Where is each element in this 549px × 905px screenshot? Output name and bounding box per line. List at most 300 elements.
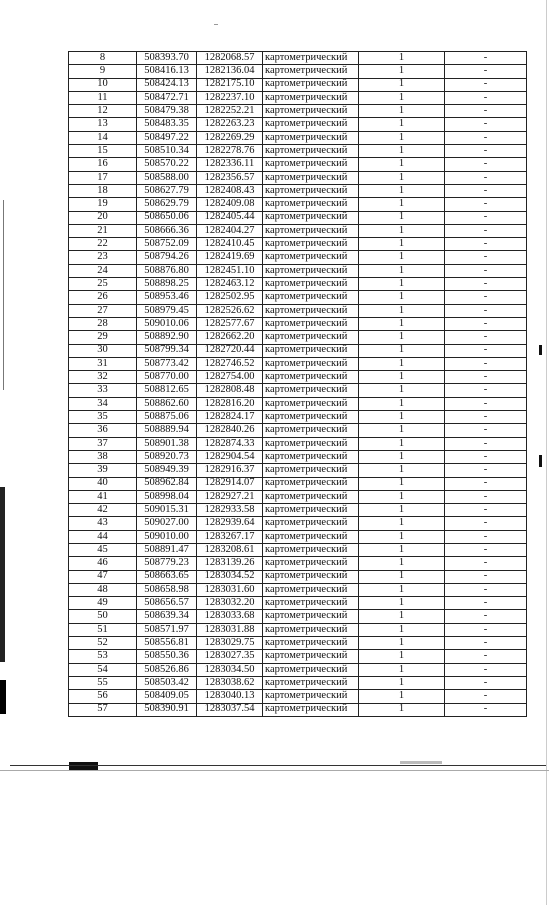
method-cell: картометрический [263, 610, 359, 623]
description-cell: - [445, 291, 527, 304]
point-number-cell: 26 [69, 291, 137, 304]
coord-y-cell: 1282662.20 [197, 331, 263, 344]
description-cell: - [445, 317, 527, 330]
point-number-cell: 45 [69, 543, 137, 556]
coord-y-cell: 1282720.44 [197, 344, 263, 357]
coord-x-cell: 508409.05 [137, 690, 197, 703]
coord-y-cell: 1282939.64 [197, 517, 263, 530]
coordinates-table-body [69, 52, 527, 717]
description-cell: - [445, 158, 527, 171]
coord-y-cell: 1282451.10 [197, 264, 263, 277]
page-bottom-rule [0, 770, 549, 771]
coord-y-cell: 1282840.26 [197, 424, 263, 437]
point-number-cell: 19 [69, 198, 137, 211]
table-row [69, 65, 527, 78]
point-number-cell: 29 [69, 331, 137, 344]
coord-y-cell: 1282577.67 [197, 317, 263, 330]
coord-x-cell: 508393.70 [137, 52, 197, 65]
table-row [69, 131, 527, 144]
table-row [69, 411, 527, 424]
description-cell: - [445, 184, 527, 197]
coord-x-cell: 508424.13 [137, 78, 197, 91]
method-cell: картометрический [263, 331, 359, 344]
description-cell: - [445, 637, 527, 650]
point-number-cell: 53 [69, 650, 137, 663]
table-row [69, 78, 527, 91]
coord-x-cell: 508799.34 [137, 344, 197, 357]
method-cell: картометрический [263, 637, 359, 650]
point-number-cell: 13 [69, 118, 137, 131]
table-row [69, 583, 527, 596]
method-cell: картометрический [263, 543, 359, 556]
method-cell: картометрический [263, 583, 359, 596]
accuracy-cell: 1 [359, 397, 445, 410]
table-row [69, 676, 527, 689]
coord-y-cell: 1282874.33 [197, 437, 263, 450]
coord-y-cell: 1282175.10 [197, 78, 263, 91]
coord-x-cell: 508510.34 [137, 145, 197, 158]
table-row [69, 450, 527, 463]
coord-x-cell: 508779.23 [137, 557, 197, 570]
method-cell: картометрический [263, 91, 359, 104]
table-row [69, 91, 527, 104]
description-cell: - [445, 238, 527, 251]
coord-x-cell: 508773.42 [137, 357, 197, 370]
accuracy-cell: 1 [359, 703, 445, 716]
accuracy-cell: 1 [359, 238, 445, 251]
coord-x-cell: 508953.46 [137, 291, 197, 304]
coord-y-cell: 1282914.07 [197, 477, 263, 490]
method-cell: картометрический [263, 623, 359, 636]
table-row [69, 437, 527, 450]
coord-x-cell: 508770.00 [137, 371, 197, 384]
description-cell: - [445, 251, 527, 264]
coord-x-cell: 508483.35 [137, 118, 197, 131]
description-cell: - [445, 530, 527, 543]
coord-x-cell: 508901.38 [137, 437, 197, 450]
coord-y-cell: 1282927.21 [197, 490, 263, 503]
accuracy-cell: 1 [359, 145, 445, 158]
coord-y-cell: 1282336.11 [197, 158, 263, 171]
description-cell: - [445, 278, 527, 291]
method-cell: картометрический [263, 437, 359, 450]
table-row [69, 52, 527, 65]
coord-y-cell: 1282808.48 [197, 384, 263, 397]
coord-x-cell: 508627.79 [137, 184, 197, 197]
method-cell: картометрический [263, 676, 359, 689]
coord-y-cell: 1282419.69 [197, 251, 263, 264]
description-cell: - [445, 543, 527, 556]
table-row [69, 424, 527, 437]
method-cell: картометрический [263, 504, 359, 517]
coord-x-cell: 508658.98 [137, 583, 197, 596]
accuracy-cell: 1 [359, 184, 445, 197]
table-row [69, 304, 527, 317]
coord-y-cell: 1282405.44 [197, 211, 263, 224]
method-cell: картометрический [263, 517, 359, 530]
coord-x-cell: 509015.31 [137, 504, 197, 517]
description-cell: - [445, 703, 527, 716]
coord-x-cell: 508862.60 [137, 397, 197, 410]
description-cell: - [445, 344, 527, 357]
accuracy-cell: 1 [359, 131, 445, 144]
point-number-cell: 15 [69, 145, 137, 158]
description-cell: - [445, 371, 527, 384]
coord-x-cell: 508503.42 [137, 676, 197, 689]
coord-y-cell: 1283208.61 [197, 543, 263, 556]
coord-y-cell: 1282824.17 [197, 411, 263, 424]
coord-x-cell: 508556.81 [137, 637, 197, 650]
coord-y-cell: 1282269.29 [197, 131, 263, 144]
method-cell: картометрический [263, 184, 359, 197]
point-number-cell: 36 [69, 424, 137, 437]
accuracy-cell: 1 [359, 158, 445, 171]
method-cell: картометрический [263, 490, 359, 503]
table-row [69, 477, 527, 490]
point-number-cell: 44 [69, 530, 137, 543]
table-row [69, 278, 527, 291]
coord-x-cell: 508650.06 [137, 211, 197, 224]
coord-x-cell: 508570.22 [137, 158, 197, 171]
method-cell: картометрический [263, 145, 359, 158]
coord-x-cell: 508571.97 [137, 623, 197, 636]
coord-x-cell: 508656.57 [137, 597, 197, 610]
description-cell: - [445, 65, 527, 78]
coord-x-cell: 509027.00 [137, 517, 197, 530]
description-cell: - [445, 118, 527, 131]
point-number-cell: 38 [69, 450, 137, 463]
coord-y-cell: 1282356.57 [197, 171, 263, 184]
point-number-cell: 34 [69, 397, 137, 410]
accuracy-cell: 1 [359, 504, 445, 517]
method-cell: картометрический [263, 690, 359, 703]
method-cell: картометрический [263, 703, 359, 716]
accuracy-cell: 1 [359, 464, 445, 477]
coord-x-cell: 508898.25 [137, 278, 197, 291]
description-cell: - [445, 91, 527, 104]
accuracy-cell: 1 [359, 331, 445, 344]
table-row [69, 357, 527, 370]
table-row [69, 317, 527, 330]
accuracy-cell: 1 [359, 623, 445, 636]
description-cell: - [445, 357, 527, 370]
point-number-cell: 24 [69, 264, 137, 277]
method-cell: картометрический [263, 344, 359, 357]
point-number-cell: 8 [69, 52, 137, 65]
description-cell: - [445, 663, 527, 676]
coord-y-cell: 1282237.10 [197, 91, 263, 104]
point-number-cell: 57 [69, 703, 137, 716]
coord-y-cell: 1282502.95 [197, 291, 263, 304]
point-number-cell: 48 [69, 583, 137, 596]
page-bottom-rule [10, 765, 546, 766]
accuracy-cell: 1 [359, 357, 445, 370]
point-number-cell: 46 [69, 557, 137, 570]
method-cell: картометрический [263, 424, 359, 437]
table-row [69, 171, 527, 184]
accuracy-cell: 1 [359, 477, 445, 490]
table-row [69, 623, 527, 636]
description-cell: - [445, 397, 527, 410]
method-cell: картометрический [263, 384, 359, 397]
method-cell: картометрический [263, 251, 359, 264]
description-cell: - [445, 304, 527, 317]
description-cell: - [445, 676, 527, 689]
table-row [69, 184, 527, 197]
accuracy-cell: 1 [359, 211, 445, 224]
point-number-cell: 21 [69, 224, 137, 237]
point-number-cell: 23 [69, 251, 137, 264]
table-row [69, 464, 527, 477]
description-cell: - [445, 171, 527, 184]
accuracy-cell: 1 [359, 597, 445, 610]
point-number-cell: 47 [69, 570, 137, 583]
method-cell: картометрический [263, 171, 359, 184]
point-number-cell: 31 [69, 357, 137, 370]
accuracy-cell: 1 [359, 384, 445, 397]
description-cell: - [445, 517, 527, 530]
method-cell: картометрический [263, 224, 359, 237]
point-number-cell: 56 [69, 690, 137, 703]
accuracy-cell: 1 [359, 437, 445, 450]
coord-x-cell: 508526.86 [137, 663, 197, 676]
method-cell: картометрический [263, 278, 359, 291]
method-cell: картометрический [263, 211, 359, 224]
method-cell: картометрический [263, 118, 359, 131]
method-cell: картометрический [263, 105, 359, 118]
table-row [69, 490, 527, 503]
accuracy-cell: 1 [359, 637, 445, 650]
method-cell: картометрический [263, 557, 359, 570]
coord-y-cell: 1282746.52 [197, 357, 263, 370]
table-row [69, 557, 527, 570]
point-number-cell: 32 [69, 371, 137, 384]
point-number-cell: 54 [69, 663, 137, 676]
table-row [69, 118, 527, 131]
coord-y-cell: 1283031.88 [197, 623, 263, 636]
accuracy-cell: 1 [359, 663, 445, 676]
method-cell: картометрический [263, 131, 359, 144]
description-cell: - [445, 384, 527, 397]
method-cell: картометрический [263, 357, 359, 370]
point-number-cell: 39 [69, 464, 137, 477]
description-cell: - [445, 224, 527, 237]
coord-x-cell: 508998.04 [137, 490, 197, 503]
coord-x-cell: 508892.90 [137, 331, 197, 344]
description-cell: - [445, 650, 527, 663]
point-number-cell: 43 [69, 517, 137, 530]
table-row [69, 703, 527, 716]
method-cell: картометрический [263, 65, 359, 78]
method-cell: картометрический [263, 198, 359, 211]
description-cell: - [445, 52, 527, 65]
method-cell: картометрический [263, 291, 359, 304]
coord-y-cell: 1282409.08 [197, 198, 263, 211]
accuracy-cell: 1 [359, 424, 445, 437]
accuracy-cell: 1 [359, 557, 445, 570]
description-cell: - [445, 131, 527, 144]
coord-y-cell: 1283027.35 [197, 650, 263, 663]
table-row [69, 145, 527, 158]
point-number-cell: 18 [69, 184, 137, 197]
table-row [69, 198, 527, 211]
description-cell: - [445, 211, 527, 224]
table-row [69, 251, 527, 264]
table-row [69, 650, 527, 663]
scan-artifact [69, 762, 98, 770]
table-row [69, 570, 527, 583]
coord-y-cell: 1282463.12 [197, 278, 263, 291]
description-cell: - [445, 450, 527, 463]
coord-x-cell: 508891.47 [137, 543, 197, 556]
point-number-cell: 51 [69, 623, 137, 636]
table-row [69, 597, 527, 610]
coord-x-cell: 508479.38 [137, 105, 197, 118]
coord-x-cell: 508497.22 [137, 131, 197, 144]
description-cell: - [445, 490, 527, 503]
coord-y-cell: 1283032.20 [197, 597, 263, 610]
coord-y-cell: 1282252.21 [197, 105, 263, 118]
point-number-cell: 37 [69, 437, 137, 450]
table-row [69, 530, 527, 543]
coord-y-cell: 1282136.04 [197, 65, 263, 78]
coord-x-cell: 508794.26 [137, 251, 197, 264]
accuracy-cell: 1 [359, 317, 445, 330]
coord-y-cell: 1282904.54 [197, 450, 263, 463]
description-cell: - [445, 424, 527, 437]
accuracy-cell: 1 [359, 224, 445, 237]
coord-x-cell: 508472.71 [137, 91, 197, 104]
coord-y-cell: 1282404.27 [197, 224, 263, 237]
table-row [69, 504, 527, 517]
coord-x-cell: 509010.00 [137, 530, 197, 543]
description-cell: - [445, 570, 527, 583]
method-cell: картометрический [263, 450, 359, 463]
coord-y-cell: 1283033.68 [197, 610, 263, 623]
coord-y-cell: 1283038.62 [197, 676, 263, 689]
point-number-cell: 52 [69, 637, 137, 650]
accuracy-cell: 1 [359, 371, 445, 384]
coord-x-cell: 508666.36 [137, 224, 197, 237]
point-number-cell: 12 [69, 105, 137, 118]
point-number-cell: 10 [69, 78, 137, 91]
coord-x-cell: 508639.34 [137, 610, 197, 623]
description-cell: - [445, 411, 527, 424]
coord-y-cell: 1283267.17 [197, 530, 263, 543]
scan-mark-right [539, 345, 542, 355]
method-cell: картометрический [263, 317, 359, 330]
description-cell: - [445, 464, 527, 477]
point-number-cell: 28 [69, 317, 137, 330]
accuracy-cell: 1 [359, 490, 445, 503]
accuracy-cell: 1 [359, 291, 445, 304]
description-cell: - [445, 198, 527, 211]
accuracy-cell: 1 [359, 198, 445, 211]
method-cell: картометрический [263, 530, 359, 543]
point-number-cell: 9 [69, 65, 137, 78]
table-row [69, 224, 527, 237]
description-cell: - [445, 331, 527, 344]
point-number-cell: 40 [69, 477, 137, 490]
method-cell: картометрический [263, 464, 359, 477]
point-number-cell: 55 [69, 676, 137, 689]
coord-y-cell: 1282754.00 [197, 371, 263, 384]
coord-x-cell: 508962.84 [137, 477, 197, 490]
method-cell: картометрический [263, 570, 359, 583]
coord-y-cell: 1282816.20 [197, 397, 263, 410]
method-cell: картометрический [263, 264, 359, 277]
method-cell: картометрический [263, 78, 359, 91]
point-number-cell: 41 [69, 490, 137, 503]
accuracy-cell: 1 [359, 78, 445, 91]
coord-y-cell: 1282526.62 [197, 304, 263, 317]
method-cell: картометрический [263, 663, 359, 676]
point-number-cell: 33 [69, 384, 137, 397]
accuracy-cell: 1 [359, 690, 445, 703]
coord-y-cell: 1283040.13 [197, 690, 263, 703]
description-cell: - [445, 610, 527, 623]
accuracy-cell: 1 [359, 264, 445, 277]
description-cell: - [445, 78, 527, 91]
accuracy-cell: 1 [359, 411, 445, 424]
table-row [69, 690, 527, 703]
method-cell: картометрический [263, 397, 359, 410]
point-number-cell: 22 [69, 238, 137, 251]
method-cell: картометрический [263, 52, 359, 65]
description-cell: - [445, 145, 527, 158]
accuracy-cell: 1 [359, 450, 445, 463]
table-row [69, 331, 527, 344]
coord-x-cell: 508979.45 [137, 304, 197, 317]
accuracy-cell: 1 [359, 517, 445, 530]
point-number-cell: 14 [69, 131, 137, 144]
scan-edge-block [0, 680, 6, 714]
table-row [69, 663, 527, 676]
coord-y-cell: 1283037.54 [197, 703, 263, 716]
scan-edge-bar [0, 487, 5, 662]
description-cell: - [445, 597, 527, 610]
coord-y-cell: 1282916.37 [197, 464, 263, 477]
coord-x-cell: 508416.13 [137, 65, 197, 78]
coord-y-cell: 1283029.75 [197, 637, 263, 650]
coord-x-cell: 508889.94 [137, 424, 197, 437]
coord-y-cell: 1282410.45 [197, 238, 263, 251]
point-number-cell: 50 [69, 610, 137, 623]
coord-x-cell: 508550.36 [137, 650, 197, 663]
coord-x-cell: 508949.39 [137, 464, 197, 477]
accuracy-cell: 1 [359, 570, 445, 583]
coord-x-cell: 508876.80 [137, 264, 197, 277]
table-row [69, 105, 527, 118]
description-cell: - [445, 557, 527, 570]
accuracy-cell: 1 [359, 91, 445, 104]
description-cell: - [445, 504, 527, 517]
coord-x-cell: 508875.06 [137, 411, 197, 424]
coord-x-cell: 508663.65 [137, 570, 197, 583]
accuracy-cell: 1 [359, 118, 445, 131]
coord-y-cell: 1283034.52 [197, 570, 263, 583]
accuracy-cell: 1 [359, 610, 445, 623]
accuracy-cell: 1 [359, 650, 445, 663]
accuracy-cell: 1 [359, 583, 445, 596]
point-number-cell: 17 [69, 171, 137, 184]
description-cell: - [445, 264, 527, 277]
coord-x-cell: 508752.09 [137, 238, 197, 251]
accuracy-cell: 1 [359, 105, 445, 118]
accuracy-cell: 1 [359, 543, 445, 556]
table-row [69, 543, 527, 556]
table-row [69, 517, 527, 530]
